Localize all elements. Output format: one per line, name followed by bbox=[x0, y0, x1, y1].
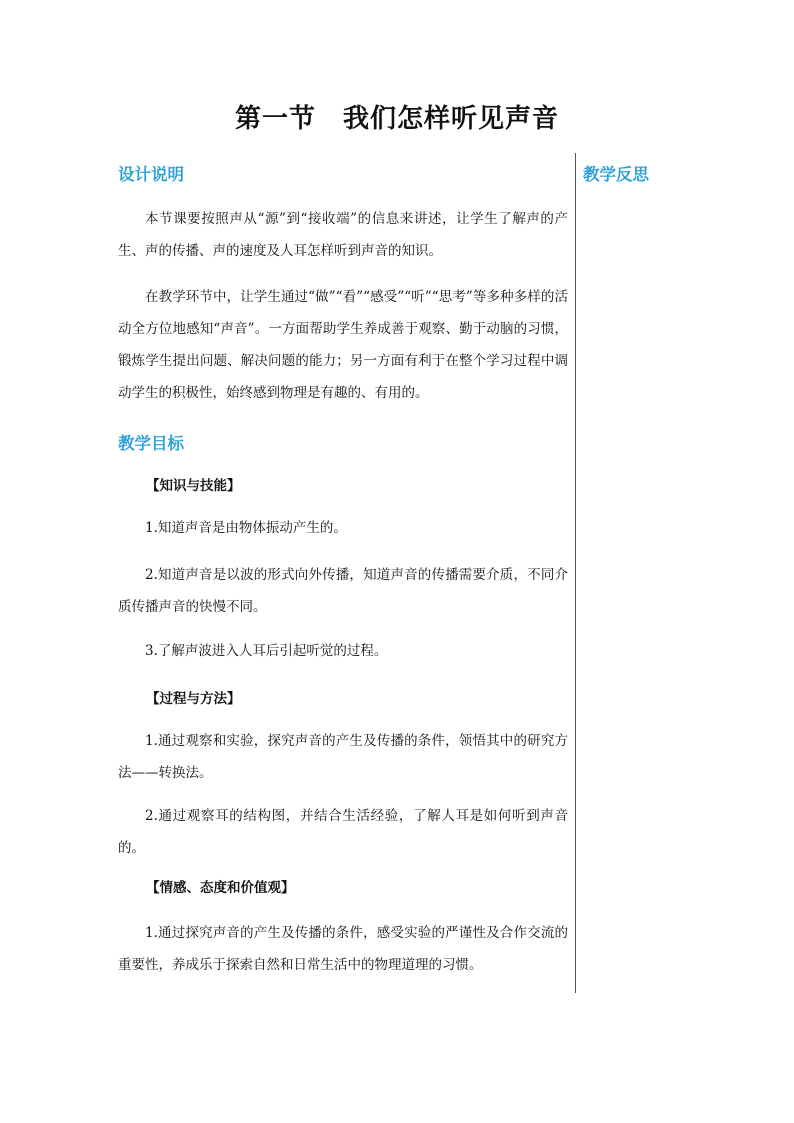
knowledge-skills-label: 【知识与技能】 bbox=[146, 478, 241, 494]
emotion-values-label: 【情感、态度和价值观】 bbox=[146, 880, 295, 896]
list-item: 3.了解声波进入人耳后引起听觉的过程。 bbox=[145, 643, 388, 659]
paragraph: 在教学环节中，让学生通过“做”“看”“感受”“听”“思考”等多种多样的活动全方位地感知“声音”。一方面帮助学生养成善于观察、勤于动脑的习惯，锻炼学生提出问题、解决问题的能力；另一方面有利于在整个学习过程中调动学生的积极性，始终感到物理是有趣的、有用的。 bbox=[118, 289, 568, 401]
reflection-heading: 教学反思 bbox=[583, 165, 649, 184]
emotion-item-1 bbox=[118, 917, 568, 981]
design-paragraph-1 bbox=[118, 203, 568, 267]
list-item: 2.知道声音是以波的形式向外传播，知道声音的传播需要介质，不同介质传播声音的快慢不同。 bbox=[118, 567, 568, 615]
column-divider bbox=[575, 153, 576, 993]
process-item-2 bbox=[118, 800, 568, 864]
list-item: 1.通过观察和实验，探究声音的产生及传播的条件，领悟其中的研究方法——转换法。 bbox=[118, 733, 568, 781]
process-methods-label: 【过程与方法】 bbox=[146, 691, 241, 707]
knowledge-item-2 bbox=[118, 559, 568, 623]
knowledge-item-3 bbox=[118, 635, 568, 667]
process-item-1 bbox=[118, 725, 568, 789]
design-paragraph-2 bbox=[118, 281, 568, 409]
list-item: 1.通过探究声音的产生及传播的条件，感受实验的严谨性及合作交流的重要性，养成乐于探索自然和日常生活中的物理道理的习惯。 bbox=[118, 925, 568, 973]
paragraph: 本节课要按照声从“源”到“接收端”的信息来讲述，让学生了解声的产生、声的传播、声的速度及人耳怎样听到声音的知识。 bbox=[118, 211, 568, 259]
design-heading: 设计说明 bbox=[118, 165, 184, 184]
list-item: 1.知道声音是由物体振动产生的。 bbox=[145, 520, 347, 536]
page-title: 第一节 我们怎样听见声音 bbox=[234, 104, 559, 134]
knowledge-item-1 bbox=[118, 512, 568, 544]
list-item: 2.通过观察耳的结构图，并结合生活经验，了解人耳是如何听到声音的。 bbox=[118, 808, 568, 856]
objectives-heading: 教学目标 bbox=[118, 434, 184, 453]
